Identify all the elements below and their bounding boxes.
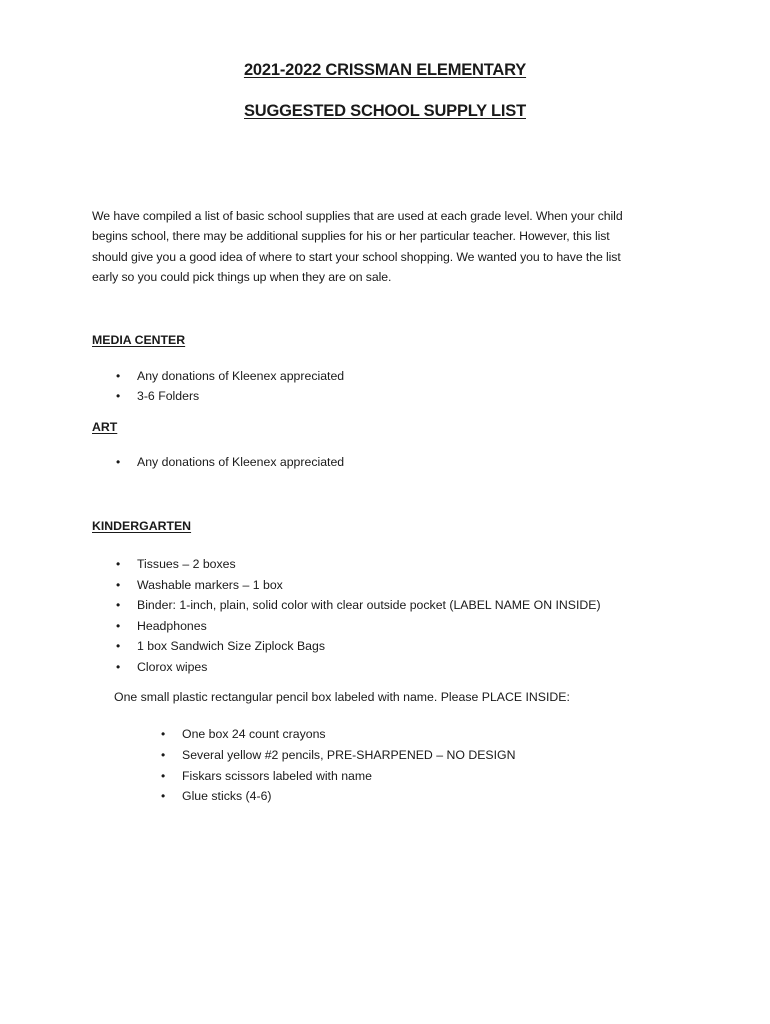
intro-line: should give you a good idea of where to start your school shopping. We wanted you to have the list <box>92 249 621 264</box>
list-item <box>116 595 601 616</box>
list-item-text: Headphones <box>137 618 207 633</box>
list-item <box>116 616 601 637</box>
section-heading-media-center: MEDIA CENTER <box>92 333 186 347</box>
list-item-text: 1 box Sandwich Size Ziplock Bags <box>137 639 325 653</box>
intro-paragraph <box>92 206 672 287</box>
intro-line: begins school, there may be additional supplies for his or her particular teacher. However, this list <box>92 229 610 244</box>
list-item-text: Any donations of Kleenex appreciated <box>137 369 345 383</box>
list-item <box>116 657 601 678</box>
list-item <box>116 367 344 387</box>
bullet-icon: • <box>116 639 121 653</box>
list-item <box>161 766 516 787</box>
bullet-icon: • <box>116 598 121 612</box>
section-heading-art: ART <box>92 420 118 434</box>
bullet-icon: • <box>116 557 121 571</box>
bullet-icon: • <box>161 747 166 762</box>
list-item-text: Tissues – 2 boxes <box>137 557 236 571</box>
list-item-text: Glue sticks (4-6) <box>182 789 272 804</box>
bullet-icon: • <box>161 768 166 783</box>
bullet-icon: • <box>116 618 121 633</box>
bullet-icon: • <box>116 659 121 674</box>
bullet-icon: • <box>116 455 121 469</box>
bullet-icon: • <box>116 577 121 592</box>
document-subtitle: SUGGESTED SCHOOL SUPPLY LIST <box>244 102 526 120</box>
list-item-text: Binder: 1-inch, plain, solid color with clear outside pocket (LABEL NAME ON INSIDE) <box>137 598 601 612</box>
document-title: 2021-2022 CRISSMAN ELEMENTARY <box>243 61 527 79</box>
list-item <box>161 724 516 745</box>
media-center-list <box>116 367 344 406</box>
list-item <box>116 387 344 407</box>
bullet-icon: • <box>116 369 121 383</box>
pencil-box-note: One small plastic rectangular pencil box labeled with name. Please PLACE INSIDE: <box>114 690 570 704</box>
list-item <box>116 554 601 575</box>
list-item <box>116 636 601 657</box>
bullet-icon: • <box>116 388 121 403</box>
list-item-text: Fiskars scissors labeled with name <box>182 768 372 783</box>
bullet-icon: • <box>161 789 166 804</box>
list-item-text: Any donations of Kleenex appreciated <box>137 455 345 469</box>
pencil-box-list <box>161 724 516 807</box>
section-heading-kindergarten: KINDERGARTEN <box>92 519 192 533</box>
list-item <box>116 453 344 473</box>
list-item-text: One box 24 count crayons <box>182 727 326 741</box>
intro-line: We have compiled a list of basic school supplies that are used at each grade level. When your child <box>92 209 623 223</box>
intro-line: early so you could pick things up when they are on sale. <box>92 269 392 284</box>
list-item <box>116 575 601 596</box>
list-item <box>161 786 516 807</box>
list-item <box>161 745 516 766</box>
list-item-text: Clorox wipes <box>137 659 208 674</box>
kindergarten-list <box>116 554 601 677</box>
list-item-text: Washable markers – 1 box <box>137 577 283 592</box>
list-item-text: 3-6 Folders <box>137 388 200 403</box>
art-list <box>116 453 344 473</box>
list-item-text: Several yellow #2 pencils, PRE-SHARPENED – NO DESIGN <box>182 747 516 762</box>
bullet-icon: • <box>161 727 166 741</box>
